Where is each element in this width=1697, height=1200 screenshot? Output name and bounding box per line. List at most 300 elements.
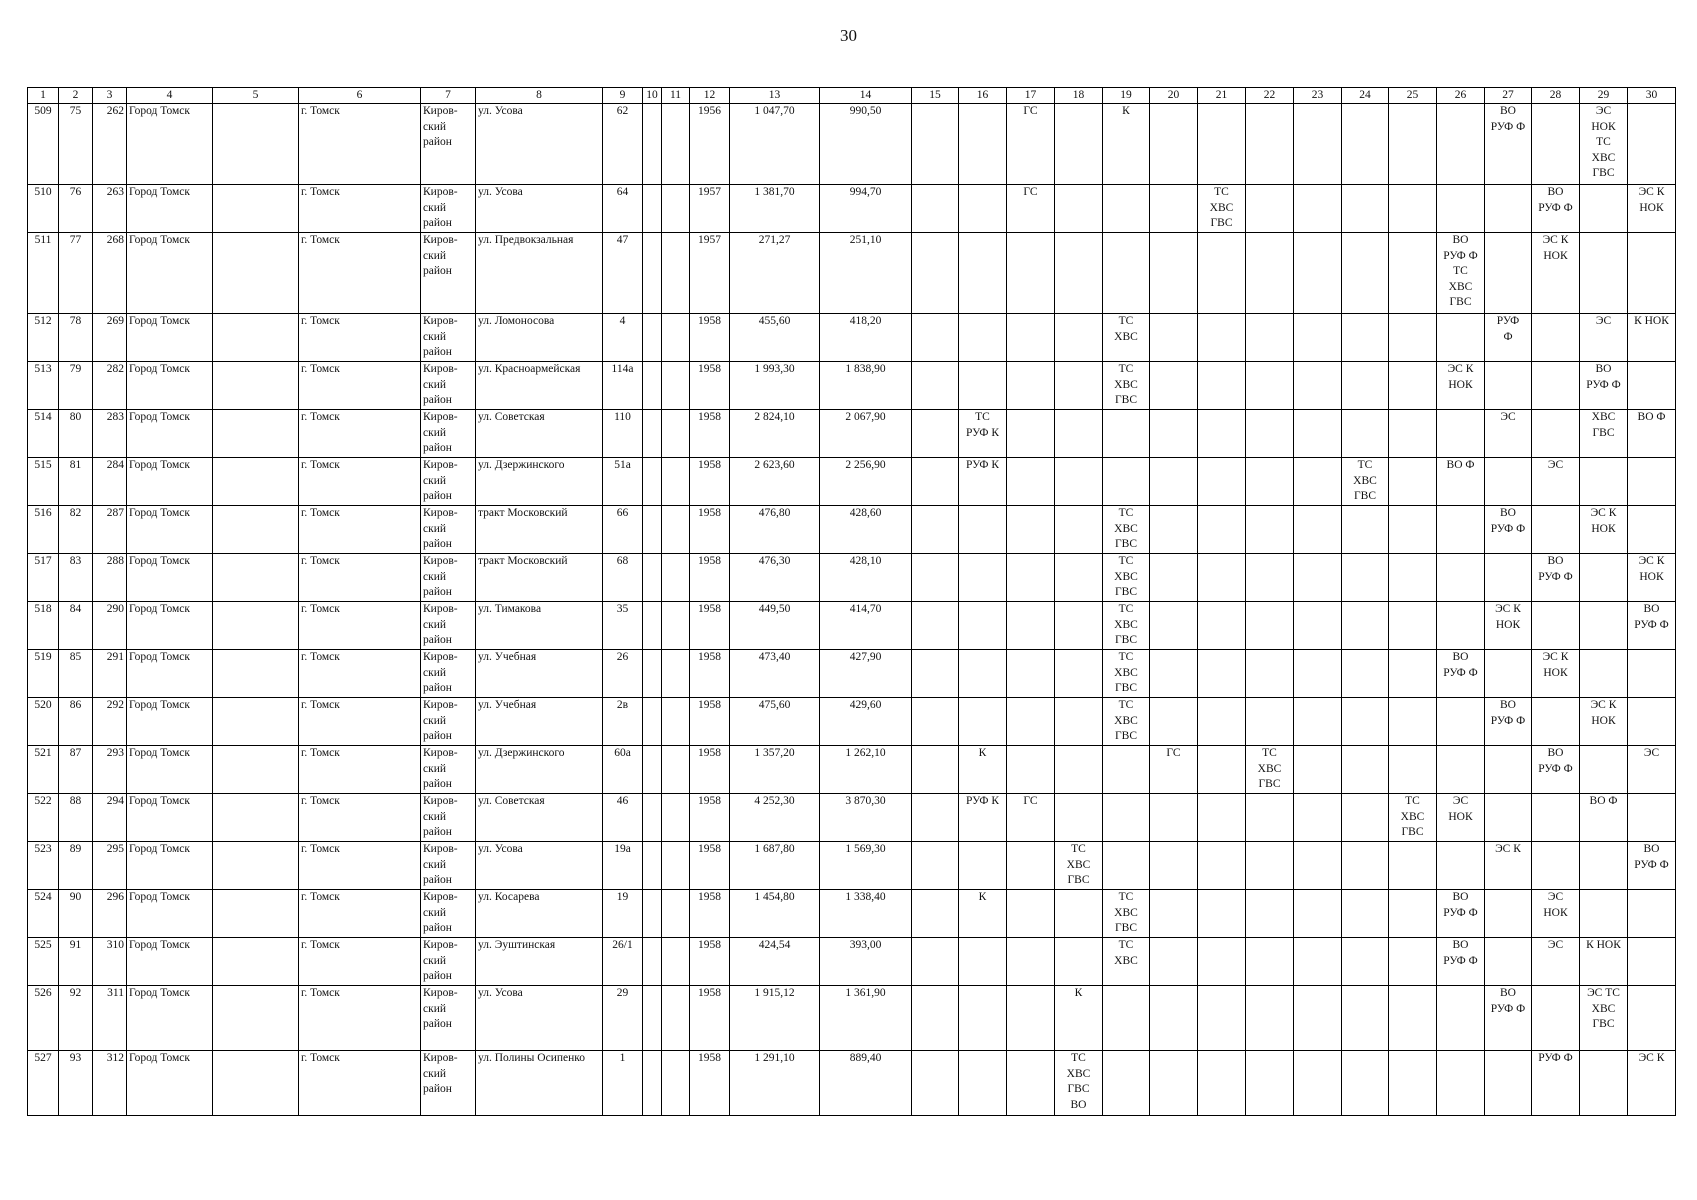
table-cell-col-19 bbox=[1103, 410, 1150, 458]
table-row bbox=[28, 233, 1676, 314]
table-cell-col-18 bbox=[1055, 938, 1103, 986]
table-cell-col-4: Город Томск bbox=[127, 233, 213, 314]
table-cell-col-6: г. Томск bbox=[299, 362, 421, 410]
table-cell-col-15 bbox=[912, 314, 959, 362]
table-cell-col-10 bbox=[643, 314, 662, 362]
table-cell-col-24: ТС ХВС ГВС bbox=[1342, 458, 1389, 506]
table-cell-col-19 bbox=[1103, 233, 1150, 314]
table-cell-col-18 bbox=[1055, 506, 1103, 554]
table-body bbox=[28, 104, 1676, 1116]
table-cell-col-13: 476,80 bbox=[730, 506, 820, 554]
table-cell-col-4: Город Томск bbox=[127, 185, 213, 233]
table-cell-col-28: ВО РУФ Ф bbox=[1532, 746, 1580, 794]
table-cell-col-4: Город Томск bbox=[127, 1051, 213, 1116]
table-cell-col-7: Киров- ский район bbox=[421, 890, 476, 938]
table-cell-col-21 bbox=[1198, 410, 1246, 458]
table-cell-col-19 bbox=[1103, 185, 1150, 233]
table-cell-col-22 bbox=[1246, 185, 1294, 233]
table-cell-col-7: Киров- ский район bbox=[421, 458, 476, 506]
table-cell-col-26 bbox=[1437, 410, 1485, 458]
table-cell-col-13: 473,40 bbox=[730, 650, 820, 698]
table-cell-col-6: г. Томск bbox=[299, 506, 421, 554]
table-cell-col-11 bbox=[662, 233, 690, 314]
table-cell-col-30: ВО РУФ Ф bbox=[1628, 842, 1676, 890]
table-cell-col-10 bbox=[643, 506, 662, 554]
table-cell-col-18 bbox=[1055, 890, 1103, 938]
table-cell-col-20 bbox=[1150, 554, 1198, 602]
table-cell-col-23 bbox=[1294, 890, 1342, 938]
table-cell-col-5 bbox=[213, 794, 299, 842]
table-cell-col-11 bbox=[662, 104, 690, 185]
table-cell-col-5 bbox=[213, 458, 299, 506]
table-cell-col-8: ул. Красноармейская bbox=[476, 362, 603, 410]
table-cell-col-30 bbox=[1628, 698, 1676, 746]
table-cell-col-8: ул. Учебная bbox=[476, 698, 603, 746]
table-row bbox=[28, 410, 1676, 458]
table-cell-col-5 bbox=[213, 650, 299, 698]
table-cell-col-4: Город Томск bbox=[127, 602, 213, 650]
table-cell-col-21 bbox=[1198, 890, 1246, 938]
table-cell-col-13: 271,27 bbox=[730, 233, 820, 314]
table-cell-col-17: ГС bbox=[1007, 794, 1055, 842]
table-row bbox=[28, 314, 1676, 362]
table-cell-col-28: РУФ Ф bbox=[1532, 1051, 1580, 1116]
table-cell-col-22 bbox=[1246, 233, 1294, 314]
table-cell-col-15 bbox=[912, 554, 959, 602]
table-cell-col-14: 889,40 bbox=[820, 1051, 912, 1116]
column-header: 24 bbox=[1342, 88, 1389, 104]
table-cell-col-23 bbox=[1294, 842, 1342, 890]
table-cell-col-1: 523 bbox=[28, 842, 59, 890]
table-cell-col-17 bbox=[1007, 1051, 1055, 1116]
table-cell-col-16 bbox=[959, 698, 1007, 746]
table-cell-col-11 bbox=[662, 458, 690, 506]
table-cell-col-4: Город Томск bbox=[127, 506, 213, 554]
table-cell-col-27 bbox=[1485, 362, 1532, 410]
table-cell-col-15 bbox=[912, 602, 959, 650]
table-cell-col-2: 89 bbox=[59, 842, 93, 890]
table-cell-col-28: ЭС bbox=[1532, 938, 1580, 986]
table-cell-col-25 bbox=[1389, 104, 1437, 185]
table-cell-col-6: г. Томск bbox=[299, 104, 421, 185]
table-cell-col-2: 82 bbox=[59, 506, 93, 554]
table-cell-col-18 bbox=[1055, 104, 1103, 185]
table-cell-col-30: ЭС bbox=[1628, 746, 1676, 794]
table-cell-col-20 bbox=[1150, 314, 1198, 362]
table-cell-col-13: 2 824,10 bbox=[730, 410, 820, 458]
table-cell-col-15 bbox=[912, 698, 959, 746]
table-cell-col-27 bbox=[1485, 458, 1532, 506]
table-cell-col-9: 62 bbox=[603, 104, 643, 185]
table-cell-col-5 bbox=[213, 698, 299, 746]
table-cell-col-2: 91 bbox=[59, 938, 93, 986]
table-cell-col-1: 517 bbox=[28, 554, 59, 602]
table-cell-col-26 bbox=[1437, 1051, 1485, 1116]
table-cell-col-2: 77 bbox=[59, 233, 93, 314]
table-cell-col-8: ул. Советская bbox=[476, 794, 603, 842]
table-cell-col-17 bbox=[1007, 746, 1055, 794]
table-cell-col-18: ТС ХВС ГВС ВО bbox=[1055, 1051, 1103, 1116]
table-cell-col-6: г. Томск bbox=[299, 794, 421, 842]
table-cell-col-7: Киров- ский район bbox=[421, 362, 476, 410]
table-cell-col-29 bbox=[1580, 458, 1628, 506]
table-cell-col-4: Город Томск bbox=[127, 650, 213, 698]
table-cell-col-26 bbox=[1437, 314, 1485, 362]
table-row bbox=[28, 986, 1676, 1051]
table-cell-col-23 bbox=[1294, 602, 1342, 650]
table-cell-col-22 bbox=[1246, 794, 1294, 842]
table-cell-col-24 bbox=[1342, 986, 1389, 1051]
table-cell-col-22 bbox=[1246, 938, 1294, 986]
table-cell-col-15 bbox=[912, 362, 959, 410]
table-cell-col-3: 268 bbox=[93, 233, 127, 314]
column-header: 16 bbox=[959, 88, 1007, 104]
table-cell-col-22 bbox=[1246, 986, 1294, 1051]
table-cell-col-11 bbox=[662, 185, 690, 233]
table-cell-col-27: ВО РУФ Ф bbox=[1485, 986, 1532, 1051]
table-cell-col-19 bbox=[1103, 458, 1150, 506]
table-row bbox=[28, 458, 1676, 506]
table-cell-col-14: 414,70 bbox=[820, 602, 912, 650]
column-header: 22 bbox=[1246, 88, 1294, 104]
table-cell-col-30 bbox=[1628, 362, 1676, 410]
table-cell-col-14: 1 338,40 bbox=[820, 890, 912, 938]
table-cell-col-12: 1958 bbox=[690, 602, 730, 650]
table-cell-col-27 bbox=[1485, 185, 1532, 233]
table-cell-col-7: Киров- ский район bbox=[421, 842, 476, 890]
table-cell-col-3: 291 bbox=[93, 650, 127, 698]
table-row bbox=[28, 938, 1676, 986]
table-cell-col-13: 1 993,30 bbox=[730, 362, 820, 410]
table-cell-col-5 bbox=[213, 986, 299, 1051]
table-cell-col-5 bbox=[213, 746, 299, 794]
table-cell-col-12: 1958 bbox=[690, 506, 730, 554]
table-cell-col-23 bbox=[1294, 1051, 1342, 1116]
table-cell-col-8: ул. Усова bbox=[476, 842, 603, 890]
table-cell-col-30 bbox=[1628, 458, 1676, 506]
table-cell-col-14: 990,50 bbox=[820, 104, 912, 185]
table-cell-col-30: К НОК bbox=[1628, 314, 1676, 362]
table-cell-col-20 bbox=[1150, 458, 1198, 506]
table-cell-col-25 bbox=[1389, 698, 1437, 746]
table-cell-col-30: ВО Ф bbox=[1628, 410, 1676, 458]
table-cell-col-4: Город Томск bbox=[127, 314, 213, 362]
table-cell-col-10 bbox=[643, 890, 662, 938]
table-cell-col-16 bbox=[959, 938, 1007, 986]
column-header: 29 bbox=[1580, 88, 1628, 104]
table-cell-col-30 bbox=[1628, 794, 1676, 842]
table-cell-col-24 bbox=[1342, 314, 1389, 362]
table-cell-col-4: Город Томск bbox=[127, 938, 213, 986]
table-cell-col-26 bbox=[1437, 185, 1485, 233]
table-cell-col-29: ЭС ТС ХВС ГВС bbox=[1580, 986, 1628, 1051]
table-cell-col-19 bbox=[1103, 746, 1150, 794]
table-cell-col-21 bbox=[1198, 698, 1246, 746]
table-cell-col-14: 2 256,90 bbox=[820, 458, 912, 506]
table-cell-col-28: ЭС К НОК bbox=[1532, 233, 1580, 314]
table-cell-col-1: 527 bbox=[28, 1051, 59, 1116]
table-cell-col-12: 1958 bbox=[690, 986, 730, 1051]
table-cell-col-4: Город Томск bbox=[127, 698, 213, 746]
table-cell-col-13: 1 291,10 bbox=[730, 1051, 820, 1116]
table-cell-col-8: ул. Полины Осипенко bbox=[476, 1051, 603, 1116]
table-cell-col-7: Киров- ский район bbox=[421, 986, 476, 1051]
table-cell-col-29 bbox=[1580, 842, 1628, 890]
table-row bbox=[28, 506, 1676, 554]
table-cell-col-27: ВО РУФ Ф bbox=[1485, 104, 1532, 185]
table-cell-col-8: ул. Дзержинского bbox=[476, 458, 603, 506]
table-cell-col-29 bbox=[1580, 650, 1628, 698]
table-row bbox=[28, 602, 1676, 650]
table-cell-col-12: 1958 bbox=[690, 890, 730, 938]
table-cell-col-30 bbox=[1628, 986, 1676, 1051]
table-cell-col-18: К bbox=[1055, 986, 1103, 1051]
table-cell-col-6: г. Томск bbox=[299, 890, 421, 938]
table-cell-col-12: 1958 bbox=[690, 1051, 730, 1116]
column-header: 9 bbox=[603, 88, 643, 104]
table-cell-col-25 bbox=[1389, 938, 1437, 986]
table-row bbox=[28, 890, 1676, 938]
column-header: 17 bbox=[1007, 88, 1055, 104]
table-cell-col-14: 429,60 bbox=[820, 698, 912, 746]
table-cell-col-13: 1 357,20 bbox=[730, 746, 820, 794]
table-cell-col-7: Киров- ский район bbox=[421, 650, 476, 698]
table-cell-col-1: 518 bbox=[28, 602, 59, 650]
table-cell-col-9: 2в bbox=[603, 698, 643, 746]
table-cell-col-8: ул. Учебная bbox=[476, 650, 603, 698]
table-cell-col-6: г. Томск bbox=[299, 986, 421, 1051]
table-cell-col-27 bbox=[1485, 890, 1532, 938]
table-cell-col-13: 424,54 bbox=[730, 938, 820, 986]
table-cell-col-26 bbox=[1437, 104, 1485, 185]
table-cell-col-4: Город Томск bbox=[127, 362, 213, 410]
table-cell-col-16 bbox=[959, 842, 1007, 890]
table-cell-col-7: Киров- ский район bbox=[421, 185, 476, 233]
table-cell-col-19: К bbox=[1103, 104, 1150, 185]
column-number-header-row bbox=[28, 88, 1676, 104]
table-cell-col-7: Киров- ский район bbox=[421, 1051, 476, 1116]
table-cell-col-10 bbox=[643, 233, 662, 314]
table-cell-col-25 bbox=[1389, 314, 1437, 362]
table-cell-col-29 bbox=[1580, 890, 1628, 938]
table-cell-col-3: 282 bbox=[93, 362, 127, 410]
table-cell-col-20 bbox=[1150, 185, 1198, 233]
table-cell-col-29 bbox=[1580, 554, 1628, 602]
table-cell-col-2: 85 bbox=[59, 650, 93, 698]
table-cell-col-14: 251,10 bbox=[820, 233, 912, 314]
table-cell-col-9: 19а bbox=[603, 842, 643, 890]
table-cell-col-20 bbox=[1150, 233, 1198, 314]
table-cell-col-15 bbox=[912, 104, 959, 185]
table-cell-col-11 bbox=[662, 890, 690, 938]
table-cell-col-1: 510 bbox=[28, 185, 59, 233]
table-cell-col-28: ЭС К НОК bbox=[1532, 650, 1580, 698]
table-cell-col-7: Киров- ский район bbox=[421, 938, 476, 986]
table-cell-col-11 bbox=[662, 314, 690, 362]
table-cell-col-29: ХВС ГВС bbox=[1580, 410, 1628, 458]
table-cell-col-12: 1957 bbox=[690, 233, 730, 314]
table-cell-col-9: 29 bbox=[603, 986, 643, 1051]
column-header: 19 bbox=[1103, 88, 1150, 104]
table-cell-col-3: 283 bbox=[93, 410, 127, 458]
table-cell-col-14: 3 870,30 bbox=[820, 794, 912, 842]
table-cell-col-29 bbox=[1580, 185, 1628, 233]
table-cell-col-13: 455,60 bbox=[730, 314, 820, 362]
table-cell-col-20 bbox=[1150, 890, 1198, 938]
table-cell-col-12: 1958 bbox=[690, 650, 730, 698]
table-cell-col-5 bbox=[213, 554, 299, 602]
table-cell-col-11 bbox=[662, 986, 690, 1051]
table-cell-col-21 bbox=[1198, 554, 1246, 602]
table-cell-col-1: 525 bbox=[28, 938, 59, 986]
table-cell-col-16 bbox=[959, 362, 1007, 410]
table-cell-col-28 bbox=[1532, 602, 1580, 650]
table-cell-col-12: 1956 bbox=[690, 104, 730, 185]
table-cell-col-24 bbox=[1342, 794, 1389, 842]
table-cell-col-10 bbox=[643, 104, 662, 185]
table-cell-col-19: ТС ХВС ГВС bbox=[1103, 554, 1150, 602]
table-cell-col-3: 284 bbox=[93, 458, 127, 506]
table-cell-col-2: 84 bbox=[59, 602, 93, 650]
table-cell-col-18: ТС ХВС ГВС bbox=[1055, 842, 1103, 890]
table-cell-col-9: 1 bbox=[603, 1051, 643, 1116]
table-cell-col-22 bbox=[1246, 104, 1294, 185]
table-cell-col-15 bbox=[912, 233, 959, 314]
table-cell-col-16 bbox=[959, 314, 1007, 362]
table-cell-col-30 bbox=[1628, 938, 1676, 986]
table-cell-col-12: 1957 bbox=[690, 185, 730, 233]
table-cell-col-11 bbox=[662, 410, 690, 458]
table-cell-col-11 bbox=[662, 602, 690, 650]
table-cell-col-27: РУФ Ф bbox=[1485, 314, 1532, 362]
table-cell-col-6: г. Томск bbox=[299, 842, 421, 890]
table-cell-col-8: ул. Эуштинская bbox=[476, 938, 603, 986]
table-cell-col-2: 81 bbox=[59, 458, 93, 506]
table-cell-col-30 bbox=[1628, 104, 1676, 185]
table-cell-col-1: 514 bbox=[28, 410, 59, 458]
table-cell-col-11 bbox=[662, 554, 690, 602]
table-cell-col-18 bbox=[1055, 362, 1103, 410]
table-cell-col-13: 1 687,80 bbox=[730, 842, 820, 890]
table-cell-col-20 bbox=[1150, 650, 1198, 698]
table-cell-col-3: 295 bbox=[93, 842, 127, 890]
table-cell-col-25 bbox=[1389, 746, 1437, 794]
table-cell-col-28 bbox=[1532, 506, 1580, 554]
table-cell-col-18 bbox=[1055, 458, 1103, 506]
table-cell-col-9: 64 bbox=[603, 185, 643, 233]
table-cell-col-20 bbox=[1150, 104, 1198, 185]
table-cell-col-19 bbox=[1103, 794, 1150, 842]
table-cell-col-25 bbox=[1389, 986, 1437, 1051]
table-cell-col-10 bbox=[643, 410, 662, 458]
table-cell-col-30: ЭС К НОК bbox=[1628, 185, 1676, 233]
table-cell-col-6: г. Томск bbox=[299, 650, 421, 698]
table-cell-col-3: 311 bbox=[93, 986, 127, 1051]
table-cell-col-2: 83 bbox=[59, 554, 93, 602]
table-cell-col-26 bbox=[1437, 746, 1485, 794]
table-cell-col-21 bbox=[1198, 233, 1246, 314]
table-cell-col-1: 511 bbox=[28, 233, 59, 314]
table-cell-col-29: К НОК bbox=[1580, 938, 1628, 986]
table-cell-col-25 bbox=[1389, 602, 1437, 650]
table-cell-col-13: 475,60 bbox=[730, 698, 820, 746]
table-cell-col-30 bbox=[1628, 890, 1676, 938]
table-cell-col-12: 1958 bbox=[690, 746, 730, 794]
column-header: 8 bbox=[476, 88, 603, 104]
table-cell-col-16 bbox=[959, 602, 1007, 650]
table-cell-col-23 bbox=[1294, 185, 1342, 233]
table-cell-col-16 bbox=[959, 233, 1007, 314]
table-cell-col-22 bbox=[1246, 890, 1294, 938]
table-cell-col-6: г. Томск bbox=[299, 554, 421, 602]
table-cell-col-10 bbox=[643, 554, 662, 602]
table-cell-col-8: ул. Ломоносова bbox=[476, 314, 603, 362]
table-cell-col-6: г. Томск bbox=[299, 410, 421, 458]
table-cell-col-27 bbox=[1485, 233, 1532, 314]
table-cell-col-27 bbox=[1485, 746, 1532, 794]
table-cell-col-17 bbox=[1007, 698, 1055, 746]
table-cell-col-21 bbox=[1198, 104, 1246, 185]
table-cell-col-22 bbox=[1246, 1051, 1294, 1116]
table-cell-col-10 bbox=[643, 602, 662, 650]
table-cell-col-22 bbox=[1246, 362, 1294, 410]
table-cell-col-28 bbox=[1532, 314, 1580, 362]
table-cell-col-20: ГС bbox=[1150, 746, 1198, 794]
table-cell-col-19 bbox=[1103, 986, 1150, 1051]
table-row bbox=[28, 104, 1676, 185]
table-cell-col-16 bbox=[959, 554, 1007, 602]
table-cell-col-14: 1 262,10 bbox=[820, 746, 912, 794]
table-cell-col-24 bbox=[1342, 842, 1389, 890]
table-cell-col-10 bbox=[643, 842, 662, 890]
table-cell-col-14: 1 838,90 bbox=[820, 362, 912, 410]
table-cell-col-22 bbox=[1246, 698, 1294, 746]
table-cell-col-9: 110 bbox=[603, 410, 643, 458]
table-cell-col-20 bbox=[1150, 794, 1198, 842]
table-cell-col-28 bbox=[1532, 794, 1580, 842]
table-cell-col-3: 288 bbox=[93, 554, 127, 602]
table-row bbox=[28, 1051, 1676, 1116]
table-cell-col-17 bbox=[1007, 458, 1055, 506]
table-cell-col-26: ВО РУФ Ф ТС ХВС ГВС bbox=[1437, 233, 1485, 314]
table-cell-col-29: ЭС К НОК bbox=[1580, 506, 1628, 554]
table-cell-col-16 bbox=[959, 104, 1007, 185]
housing-register-table bbox=[27, 87, 1676, 1116]
column-header: 11 bbox=[662, 88, 690, 104]
table-cell-col-10 bbox=[643, 794, 662, 842]
table-cell-col-12: 1958 bbox=[690, 794, 730, 842]
column-header: 12 bbox=[690, 88, 730, 104]
table-cell-col-5 bbox=[213, 890, 299, 938]
table-cell-col-21 bbox=[1198, 602, 1246, 650]
table-cell-col-26: ВО Ф bbox=[1437, 458, 1485, 506]
column-header: 27 bbox=[1485, 88, 1532, 104]
table-cell-col-12: 1958 bbox=[690, 554, 730, 602]
table-cell-col-1: 515 bbox=[28, 458, 59, 506]
table-cell-col-25 bbox=[1389, 506, 1437, 554]
table-cell-col-9: 66 bbox=[603, 506, 643, 554]
table-cell-col-20 bbox=[1150, 938, 1198, 986]
column-header: 23 bbox=[1294, 88, 1342, 104]
table-cell-col-26 bbox=[1437, 506, 1485, 554]
table-cell-col-16 bbox=[959, 506, 1007, 554]
table-cell-col-22 bbox=[1246, 506, 1294, 554]
table-cell-col-25 bbox=[1389, 554, 1437, 602]
column-header: 26 bbox=[1437, 88, 1485, 104]
column-header: 15 bbox=[912, 88, 959, 104]
column-header: 3 bbox=[93, 88, 127, 104]
table-cell-col-28: ВО РУФ Ф bbox=[1532, 185, 1580, 233]
